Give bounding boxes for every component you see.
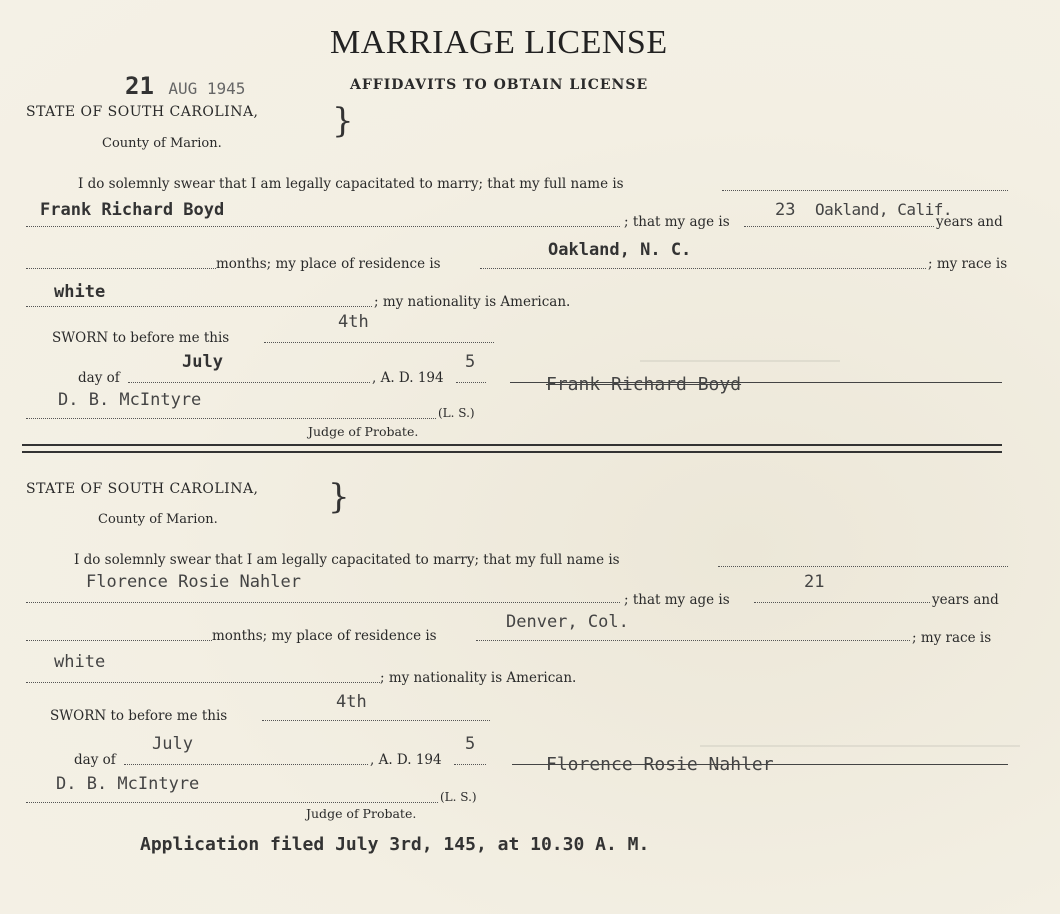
affidavit2-day-of-label: day of xyxy=(74,752,116,768)
date-stamp-day: 21 xyxy=(125,72,154,100)
affidavit2-race-underline xyxy=(26,682,380,683)
affidavit2-race-label: ; my race is xyxy=(912,630,992,646)
affidavit1-judge-title: Judge of Probate. xyxy=(308,424,419,439)
affidavit1-race: white xyxy=(54,282,106,302)
affidavit1-ad-label: , A. D. 194 xyxy=(372,370,444,386)
affidavit2-ad-label: , A. D. 194 xyxy=(370,752,442,768)
affidavit2-signature-line xyxy=(512,764,1008,765)
affidavit1-sworn-day: 4th xyxy=(338,312,369,332)
affidavit2-signature: Florence Rosie Nahler xyxy=(546,754,774,775)
affidavit1-signature: Frank Richard Boyd xyxy=(546,374,742,395)
date-stamp xyxy=(125,72,245,100)
affidavit2-race: white xyxy=(54,652,106,672)
date-stamp-month-year: AUG 1945 xyxy=(168,79,246,98)
affidavit1-month: July xyxy=(182,352,223,372)
affidavit1-year-digit: 5 xyxy=(465,352,476,372)
affidavit1-residence: Oakland, N. C. xyxy=(548,240,692,260)
affidavit2-years-and: years and xyxy=(932,592,999,608)
affidavit1-months-underline xyxy=(26,268,216,269)
affidavit2-year-digit: 5 xyxy=(465,734,476,754)
affidavit1-race-label: ; my race is xyxy=(928,256,1008,272)
affidavit2-residence-underline xyxy=(476,640,910,641)
bleed-through-mark xyxy=(640,330,840,362)
affidavit2-name-underline xyxy=(26,602,620,603)
bleed-through-mark xyxy=(700,715,1020,747)
affidavit1-years-and: years and xyxy=(936,214,1003,230)
affidavit2-state: STATE OF SOUTH CAROLINA, xyxy=(26,481,259,497)
affidavit1-age: 23 xyxy=(775,200,796,220)
affidavit2-months-underline xyxy=(26,640,212,641)
affidavit1-months-label: months; my place of residence is xyxy=(216,256,441,272)
affidavit1-oath-line: I do solemnly swear that I am legally capacitated to marry; that my full name is xyxy=(78,176,624,192)
affidavit1-judge-underline xyxy=(26,418,436,419)
affidavit1-ls: (L. S.) xyxy=(438,406,475,420)
document-title: MARRIAGE LICENSE xyxy=(330,24,668,61)
affidavit1-name-line xyxy=(722,190,1008,191)
affidavit1-residence-underline xyxy=(480,268,926,269)
affidavit2-oath-line: I do solemnly swear that I am legally capacitated to marry; that my full name is xyxy=(74,552,620,568)
affidavit1-full-name: Frank Richard Boyd xyxy=(40,200,225,220)
document-subtitle: AFFIDAVITS TO OBTAIN LICENSE xyxy=(350,77,649,93)
affidavit2-name-line xyxy=(718,566,1008,567)
affidavit2-judge-underline xyxy=(26,802,438,803)
affidavit2-residence: Denver, Col. xyxy=(506,612,629,632)
affidavit2-full-name: Florence Rosie Nahler xyxy=(86,572,301,592)
affidavit2-sworn-label: SWORN to before me this xyxy=(50,708,228,724)
affidavit1-judge-name: D. B. McIntyre xyxy=(58,390,202,410)
affidavit1-county: County of Marion. xyxy=(102,136,222,151)
affidavit2-months-label: months; my place of residence is xyxy=(212,628,437,644)
affidavit2-judge-name: D. B. McIntyre xyxy=(56,774,200,794)
affidavit2-age: 21 xyxy=(804,572,825,592)
affidavit1-age-label: ; that my age is xyxy=(624,214,730,230)
affidavit2-county: County of Marion. xyxy=(98,512,218,527)
affidavit1-race-underline xyxy=(26,306,372,307)
affidavit1-state: STATE OF SOUTH CAROLINA, xyxy=(26,104,259,120)
affidavit1-age-overtype: Oakland, Calif. xyxy=(815,200,952,219)
affidavit2-age-label: ; that my age is xyxy=(624,592,730,608)
affidavit2-judge-title: Judge of Probate. xyxy=(306,806,417,821)
affidavit2-nationality: ; my nationality is American. xyxy=(380,670,577,686)
affidavit1-signature-line xyxy=(510,382,1002,383)
affidavit2-brace: } xyxy=(328,477,350,517)
affidavit1-name-underline xyxy=(26,226,620,227)
affidavit1-age-underline xyxy=(744,226,934,227)
affidavit1-sworn-underline xyxy=(264,342,494,343)
affidavit1-day-of-label: day of xyxy=(78,370,120,386)
affidavit1-brace: } xyxy=(332,101,354,141)
application-filed-note: Application filed July 3rd, 145, at 10.30 A. M. xyxy=(140,834,650,855)
affidavit2-age-underline xyxy=(754,602,930,603)
affidavit2-sworn-day: 4th xyxy=(336,692,367,712)
affidavit2-month-underline xyxy=(124,764,368,765)
affidavit2-sworn-underline xyxy=(262,720,490,721)
affidavit1-month-underline xyxy=(128,382,370,383)
affidavit2-month: July xyxy=(152,734,193,754)
affidavit2-year-underline xyxy=(454,764,486,765)
affidavit1-sworn-label: SWORN to before me this xyxy=(52,330,230,346)
affidavit1-nationality: ; my nationality is American. xyxy=(374,294,571,310)
affidavit1-year-underline xyxy=(456,382,486,383)
affidavit2-ls: (L. S.) xyxy=(440,790,477,804)
section-divider xyxy=(22,444,1002,453)
